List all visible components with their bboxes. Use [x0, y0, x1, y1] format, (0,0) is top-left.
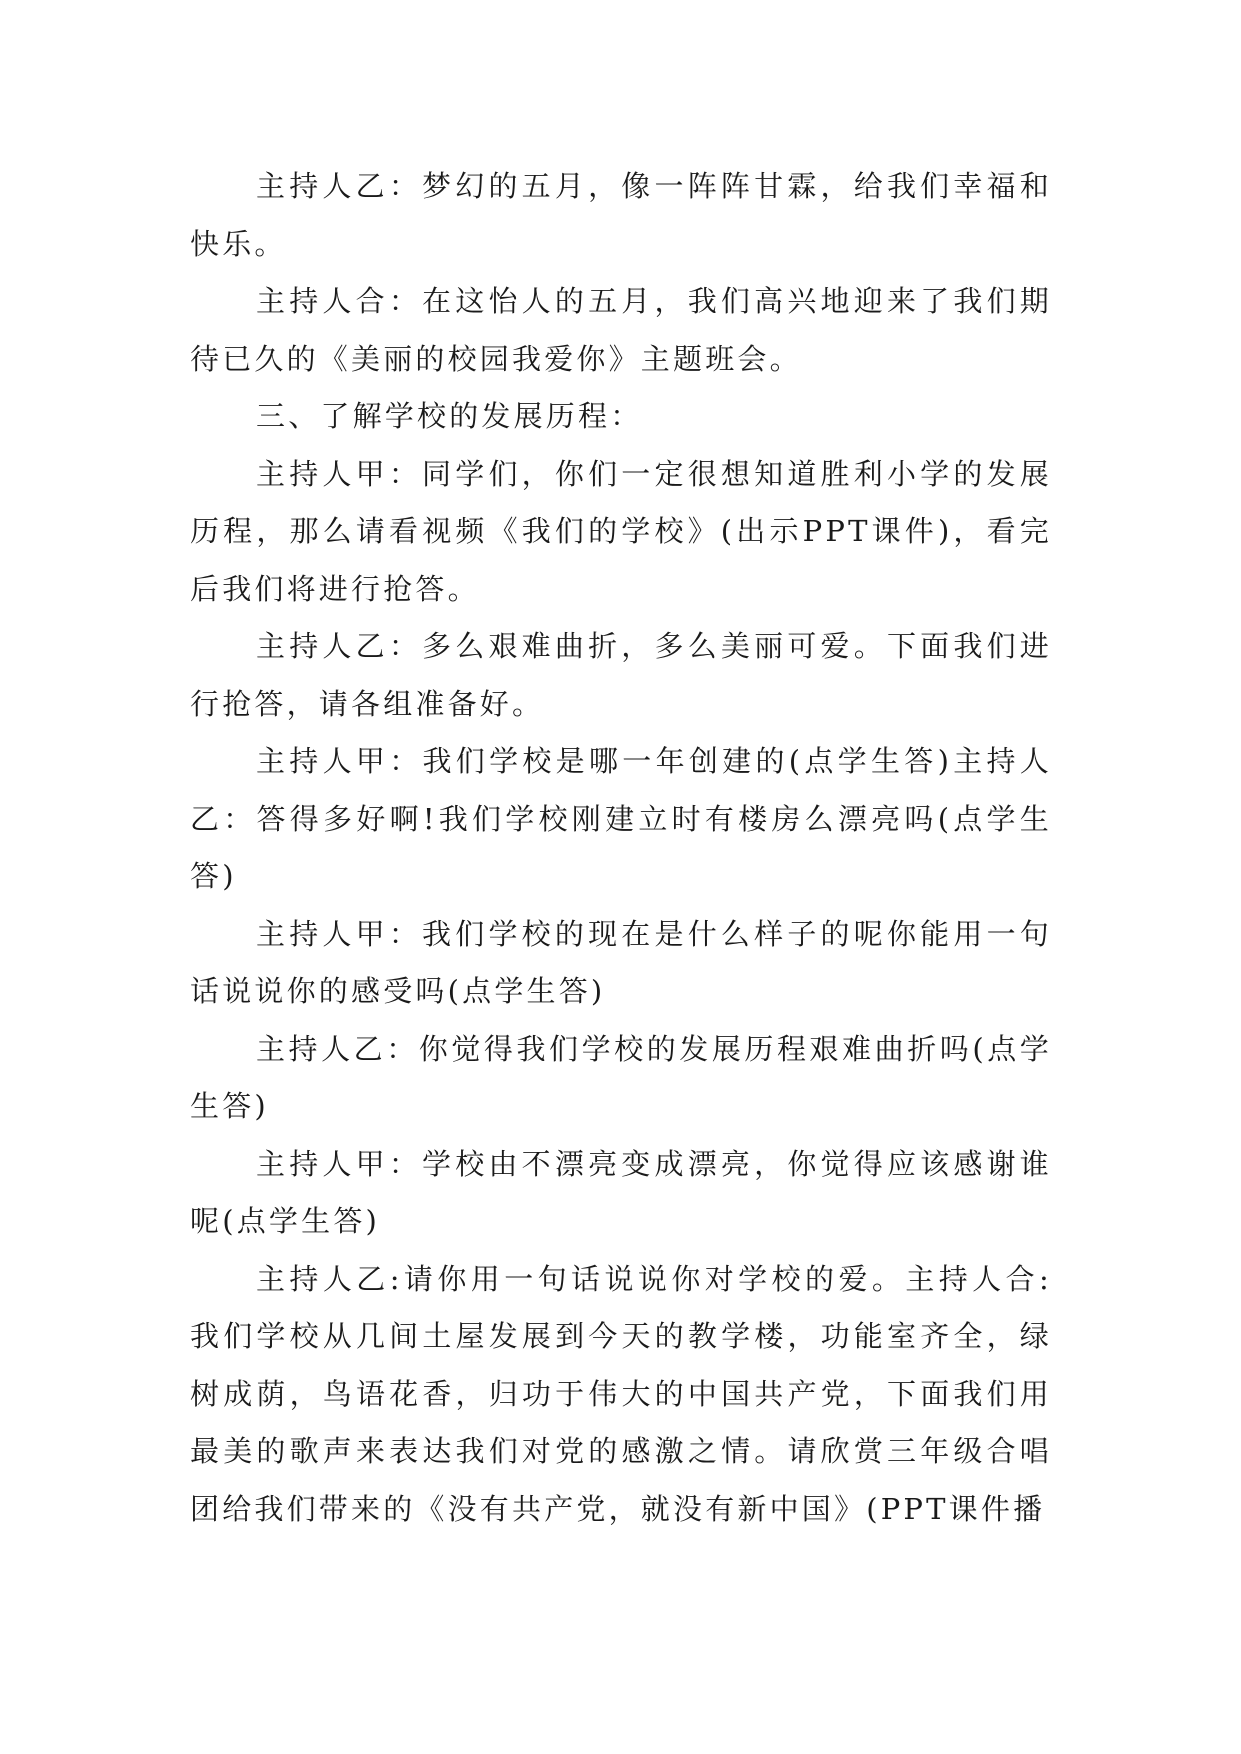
paragraph-host-yi-quiz: 主持人乙：多么艰难曲折，多么美丽可爱。下面我们进行抢答，请各组准备好。 [190, 629, 1052, 721]
paragraph-host-yi-hardship: 主持人乙：你觉得我们学校的发展历程艰难曲折吗(点学生答) [190, 1031, 1052, 1123]
paragraph-host-yi-may: 主持人乙：梦幻的五月，像一阵阵甘霖，给我们幸福和快乐。 [190, 169, 1052, 261]
paragraph-host-jia-founded: 主持人甲：我们学校是哪一年创建的(点学生答)主持人乙：答得多好啊!我们学校刚建立时有楼房么漂亮吗(点学生答) [190, 744, 1052, 893]
section-heading-school-history: 三、了解学校的发展历程： [256, 399, 643, 433]
document-body [190, 158, 1052, 1538]
paragraph-host-yi-love: 主持人乙:请你用一句话说说你对学校的爱。主持人合:我们学校从几间土屋发展到今天的教学楼，功能室齐全，绿树成荫，鸟语花香，归功于伟大的中国共产党，下面我们用最美的歌声来表达我们对党的感激之情。请欣赏三年级合唱团给我们带来的《没有共产党，就没有新中国》(PPT课件播 [190, 1261, 1052, 1526]
paragraph-host-jia-video: 主持人甲：同学们，你们一定很想知道胜利小学的发展历程，那么请看视频《我们的学校》(出示PPT课件)，看完后我们将进行抢答。 [190, 456, 1052, 606]
paragraph-host-together-meeting: 主持人合：在这怡人的五月，我们高兴地迎来了我们期待已久的《美丽的校园我爱你》主题班会。 [190, 284, 1052, 376]
paragraph-host-jia-now: 主持人甲：我们学校的现在是什么样子的呢你能用一句话说说你的感受吗(点学生答) [190, 916, 1052, 1008]
paragraph-host-jia-thanks: 主持人甲：学校由不漂亮变成漂亮，你觉得应该感谢谁呢(点学生答) [190, 1146, 1052, 1238]
